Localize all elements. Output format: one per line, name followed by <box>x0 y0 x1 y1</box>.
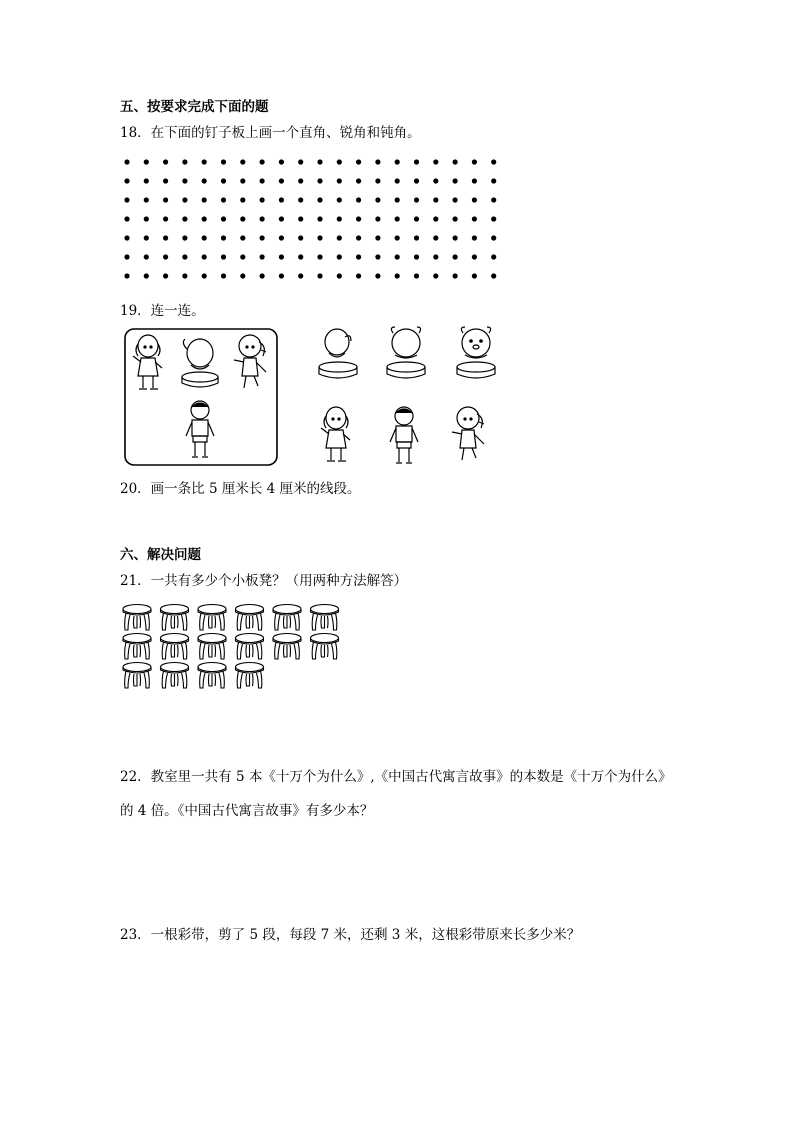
peg-dot <box>240 178 245 183</box>
peg-dot <box>182 254 187 259</box>
peg-dot <box>491 273 496 278</box>
peg-dot <box>414 273 419 278</box>
peg-dot <box>317 235 322 240</box>
peg-dot <box>202 273 207 278</box>
peg-dot <box>124 235 129 240</box>
peg-dot <box>414 178 419 183</box>
peg-dot <box>453 197 458 202</box>
peg-dot <box>433 159 438 164</box>
peg-dot <box>144 178 149 183</box>
peg-dot <box>182 235 187 240</box>
question-19: 19．连一连。 <box>120 303 205 319</box>
peg-dot <box>472 159 477 164</box>
peg-dot <box>163 197 168 202</box>
peg-dot <box>453 273 458 278</box>
question-21: 21．一共有多少个小板凳？（用两种方法解答） <box>120 573 408 589</box>
stool-icon <box>198 634 226 660</box>
peg-dot <box>163 216 168 221</box>
peg-dot <box>375 235 380 240</box>
peg-dot <box>182 159 187 164</box>
peg-dot <box>163 273 168 278</box>
peg-dot <box>317 254 322 259</box>
peg-dot <box>202 178 207 183</box>
peg-dot <box>279 273 284 278</box>
peg-dot <box>472 273 477 278</box>
peg-dot <box>182 216 187 221</box>
peg-dot <box>260 254 265 259</box>
peg-dot <box>221 178 226 183</box>
peg-dot <box>163 254 168 259</box>
peg-dot <box>337 216 342 221</box>
peg-dot <box>453 254 458 259</box>
peg-dot <box>491 159 496 164</box>
peg-dot <box>414 254 419 259</box>
peg-dot <box>356 235 361 240</box>
peg-dot <box>414 197 419 202</box>
peg-dot <box>144 254 149 259</box>
stool-icon <box>161 663 189 689</box>
peg-dot <box>298 273 303 278</box>
peg-dot <box>317 159 322 164</box>
peg-dot <box>260 159 265 164</box>
peg-dot <box>317 178 322 183</box>
peg-dot <box>375 216 380 221</box>
peg-dot <box>202 159 207 164</box>
peg-dot <box>240 159 245 164</box>
toy-back-icon[interactable] <box>383 325 429 381</box>
peg-dot <box>414 216 419 221</box>
peg-dot <box>279 216 284 221</box>
stool-icon <box>123 634 151 660</box>
peg-dot <box>240 273 245 278</box>
girl-waving-icon[interactable] <box>230 332 274 394</box>
peg-dot <box>240 197 245 202</box>
peg-dot <box>453 159 458 164</box>
peg-dot <box>182 197 187 202</box>
peg-dot <box>202 216 207 221</box>
peg-dot <box>491 216 496 221</box>
peg-dot <box>163 178 168 183</box>
section-six-heading: 六、解决问题 <box>120 547 201 563</box>
question-22-line-2: 的 4 倍。《中国古代寓言故事》有多少本？ <box>120 803 374 819</box>
toy-front-icon[interactable] <box>453 325 499 381</box>
question-22-line-1: 22．教室里一共有 5 本《十万个为什么》,《中国古代寓言故事》的本数是《十万个为什么》 <box>120 769 672 785</box>
peg-dot <box>337 197 342 202</box>
stool-icon <box>273 634 301 660</box>
peg-dot <box>433 197 438 202</box>
peg-dot <box>453 216 458 221</box>
peg-dot <box>240 235 245 240</box>
peg-dot <box>395 178 400 183</box>
peg-dot <box>202 235 207 240</box>
peg-dot <box>356 159 361 164</box>
peg-dot <box>317 197 322 202</box>
stool-icon <box>273 605 301 631</box>
peg-dot <box>144 235 149 240</box>
girl-figure-icon[interactable] <box>128 332 170 394</box>
stool-icon <box>123 663 151 689</box>
peg-dot <box>356 254 361 259</box>
peg-dot <box>279 235 284 240</box>
stool-icon <box>236 663 264 689</box>
peg-dot <box>433 235 438 240</box>
stool-icon <box>123 605 151 631</box>
boy-back-icon[interactable] <box>386 404 422 468</box>
peg-dot <box>337 159 342 164</box>
girl-figure-icon[interactable] <box>316 404 358 466</box>
peg-dot <box>260 235 265 240</box>
toy-figure-icon[interactable] <box>177 335 223 391</box>
peg-dot <box>395 197 400 202</box>
stool-icon <box>198 663 226 689</box>
peg-dot <box>472 216 477 221</box>
peg-dot <box>124 159 129 164</box>
peg-dot <box>240 254 245 259</box>
stool-icon <box>236 634 264 660</box>
peg-dot <box>337 254 342 259</box>
peg-dot <box>395 216 400 221</box>
peg-dot <box>298 197 303 202</box>
peg-dot <box>356 178 361 183</box>
peg-dot <box>240 216 245 221</box>
peg-dot <box>182 178 187 183</box>
peg-dot <box>375 197 380 202</box>
stool-icon <box>161 634 189 660</box>
peg-dot <box>433 254 438 259</box>
peg-dot <box>221 235 226 240</box>
peg-dot <box>182 273 187 278</box>
toy-figure-icon[interactable] <box>315 325 361 381</box>
peg-dot <box>453 178 458 183</box>
peg-dot <box>260 216 265 221</box>
peg-dot <box>375 254 380 259</box>
peg-dot <box>337 273 342 278</box>
peg-dot <box>375 178 380 183</box>
peg-dot <box>298 216 303 221</box>
peg-dot <box>491 178 496 183</box>
peg-dot <box>433 178 438 183</box>
peg-dot <box>144 159 149 164</box>
peg-dot <box>317 273 322 278</box>
peg-dot <box>221 273 226 278</box>
peg-dot <box>356 273 361 278</box>
peg-dot <box>124 197 129 202</box>
stool-icon <box>311 605 339 631</box>
peg-dot <box>395 273 400 278</box>
peg-dot <box>279 254 284 259</box>
peg-dot <box>395 159 400 164</box>
stool-icon <box>311 634 339 660</box>
peg-dot <box>375 159 380 164</box>
boy-back-icon[interactable] <box>182 398 218 462</box>
peg-dot <box>298 254 303 259</box>
peg-dot <box>472 197 477 202</box>
section-five-heading: 五、按要求完成下面的题 <box>120 99 269 115</box>
peg-dot <box>202 197 207 202</box>
peg-dot <box>144 216 149 221</box>
peg-dot <box>124 178 129 183</box>
peg-dot <box>491 197 496 202</box>
question-18: 18．在下面的钉子板上画一个直角、锐角和钝角。 <box>120 125 421 141</box>
peg-dot <box>221 216 226 221</box>
peg-dot <box>433 273 438 278</box>
peg-dot <box>163 159 168 164</box>
peg-dot <box>472 235 477 240</box>
peg-dot <box>337 178 342 183</box>
peg-dot <box>356 197 361 202</box>
girl-waving-icon[interactable] <box>448 404 492 466</box>
peg-dot <box>202 254 207 259</box>
peg-dot <box>395 254 400 259</box>
question-20: 20．画一条比 5 厘米长 4 厘米的线段。 <box>120 481 361 497</box>
peg-dot <box>491 235 496 240</box>
stool-icon <box>161 605 189 631</box>
stool-icon <box>198 605 226 631</box>
peg-dot <box>279 197 284 202</box>
peg-dot <box>317 216 322 221</box>
peg-dot <box>298 235 303 240</box>
peg-dot <box>163 235 168 240</box>
peg-dot <box>433 216 438 221</box>
peg-dot <box>279 159 284 164</box>
peg-dot <box>144 273 149 278</box>
peg-dot <box>298 178 303 183</box>
peg-dot <box>395 235 400 240</box>
peg-dot <box>414 235 419 240</box>
peg-dot <box>414 159 419 164</box>
peg-dot <box>375 273 380 278</box>
peg-dot <box>124 254 129 259</box>
peg-dot <box>221 159 226 164</box>
question-23: 23．一根彩带，剪了 5 段，每段 7 米，还剩 3 米，这根彩带原来长多少米？ <box>120 927 581 943</box>
peg-dot <box>453 235 458 240</box>
peg-dot <box>298 159 303 164</box>
peg-dot <box>491 254 496 259</box>
peg-dot <box>221 254 226 259</box>
peg-dot <box>337 235 342 240</box>
peg-dot <box>144 197 149 202</box>
peg-dot <box>260 273 265 278</box>
peg-dot <box>260 178 265 183</box>
stool-icon <box>236 605 264 631</box>
peg-dot <box>356 216 361 221</box>
peg-dot <box>221 197 226 202</box>
peg-dot <box>124 216 129 221</box>
peg-dot <box>472 178 477 183</box>
peg-dot <box>124 273 129 278</box>
peg-dot <box>279 178 284 183</box>
peg-dot <box>260 197 265 202</box>
peg-dot <box>472 254 477 259</box>
